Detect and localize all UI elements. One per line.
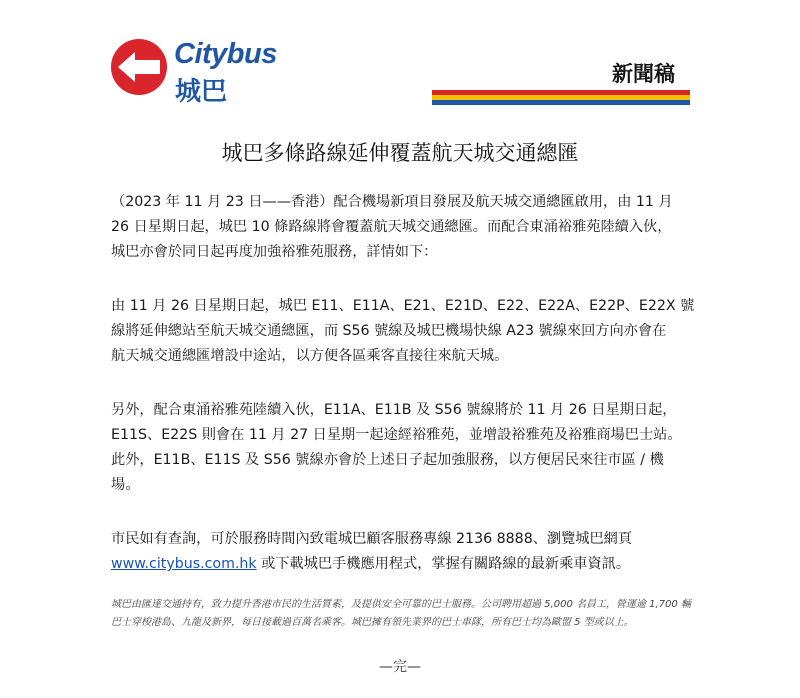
paragraph-line: 線將延伸總站至航天城交通總匯，而 S56 號線及城巴機場快線 A23 號線來回方向亦會在 [111,323,667,339]
end-mark: —完— [379,659,421,675]
logo-text-en: Citybus [174,38,277,70]
footnote-line: 巴士穿梭港島、九龍及新界，每日接載過百萬名乘客。城巴擁有領先業界的巴士車隊，所有巴士均為歐盟 5 型或以上。 [111,617,634,628]
press-release-label: 新聞稿 [612,62,675,86]
header-stripe-blue [432,100,690,105]
citybus-arrow-icon [108,36,170,98]
paragraph-line: 場。 [111,477,140,493]
paragraph-line: 另外，配合東涌裕雅苑陸續入伙，E11A、E11B 及 S56 號線將於 11 月 26 日星期日起， [111,402,677,418]
paragraph-line: 城巴亦會於同日起再度加強裕雅苑服務，詳情如下： [111,244,438,260]
contact-line-2-text: 或下載城巴手機應用程式，掌握有關路線的最新乘車資訊。 [256,556,631,572]
logo-text-zh: 城巴 [175,77,228,107]
paragraph-line: 此外，E11B、E11S 及 S56 號線亦會於上述日子起加強服務，以方便居民來往市區 / 機 [111,452,664,468]
contact-line-1: 市民如有查詢，可於服務時間內致電城巴顧客服務專線 2136 8888、瀏覽城巴網頁 [111,531,633,547]
paragraph-line: （2023 年 11 月 23 日——香港）配合機場新項目發展及航天城交通總匯啟用，由 11 月 [111,194,673,210]
paragraph-contact [111,527,691,577]
paragraph-line: 由 11 月 26 日星期日起，城巴 E11、E11A、E21、E21D、E22、E22A、E22P、E22X 號 [111,298,695,314]
citybus-website-link[interactable]: www.citybus.com.hk [111,556,257,572]
footnote-line: 城巴由匯達交通持有，致力提升香港市民的生活質素，及提供安全可靠的巴士服務。公司聘用超過 5,000 名員工，營運逾 1,700 輛 [111,599,691,610]
paragraph-intro [111,190,691,265]
paragraph-routes [111,294,695,369]
page-title: 城巴多條路線延伸覆蓋航天城交通總匯 [221,141,579,165]
company-footnote [111,596,691,632]
contact-line-2 [111,552,691,577]
paragraph-line: 26 日星期日起，城巴 10 條路線將會覆蓋航天城交通總匯。而配合東涌裕雅苑陸續入伙， [111,219,672,235]
paragraph-line: 航天城交通總匯增設中途站，以方便各區乘客直接往來航天城。 [111,348,509,364]
paragraph-line: E11S、E22S 則會在 11 月 27 日星期一起途經裕雅苑，並增設裕雅苑及裕雅商場巴士站。 [111,427,682,443]
citybus-logo [108,36,283,107]
paragraph-yu-nga-court [111,398,691,498]
